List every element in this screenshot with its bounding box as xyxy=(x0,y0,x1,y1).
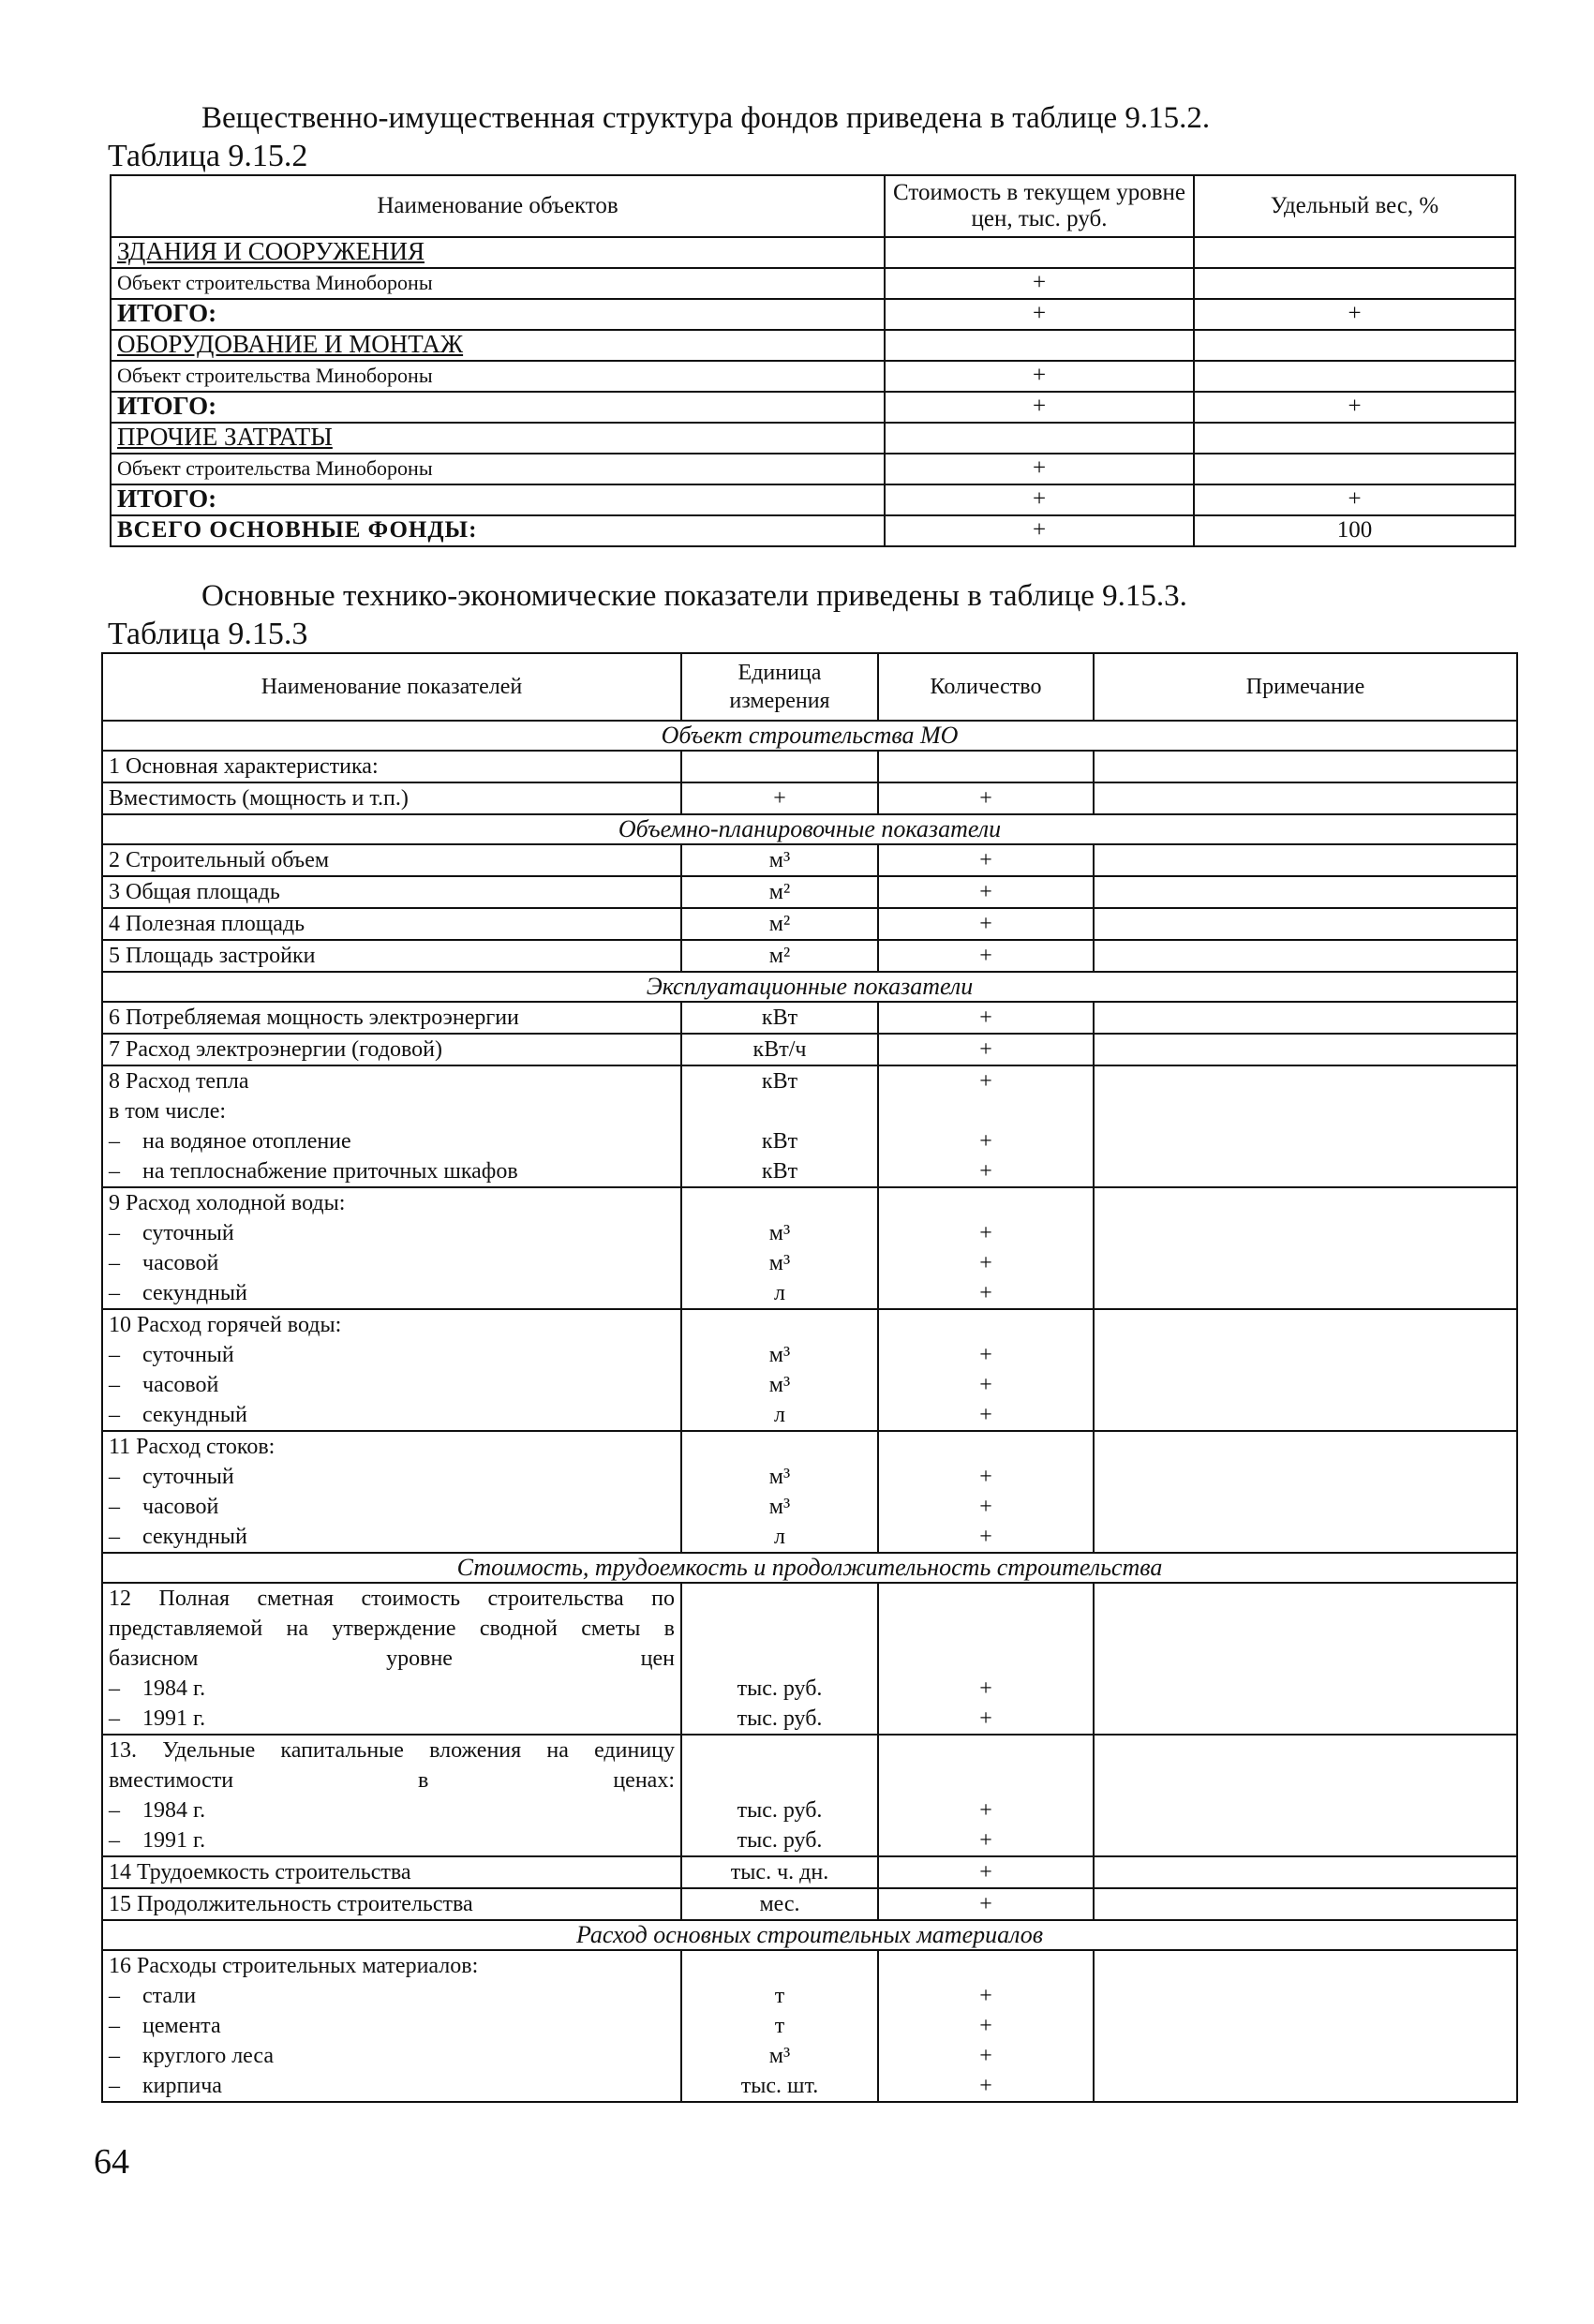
table2-header-row xyxy=(102,653,1517,721)
table1-share xyxy=(1194,237,1515,268)
indicator-unit: кВт/ч xyxy=(681,1034,878,1065)
table1-share xyxy=(1194,423,1515,454)
indicator-unit: мес. xyxy=(681,1888,878,1920)
indicator-note xyxy=(1094,940,1517,972)
table-row xyxy=(111,330,1515,361)
indicator-unit: тыс. ч. дн. xyxy=(681,1856,878,1888)
table1-object-name: Объект строительства Минобороны xyxy=(111,268,885,299)
indicator-note xyxy=(1094,908,1517,940)
indicator-unit: м² xyxy=(681,940,878,972)
indicator-unit: тыс. руб. тыс. руб. xyxy=(681,1735,878,1856)
indicator-note xyxy=(1094,1888,1517,1920)
table1-share: + xyxy=(1194,392,1515,423)
table-tech-indicators xyxy=(101,652,1518,2103)
indicator-name: Вместимость (мощность и т.п.) xyxy=(102,782,681,814)
indicator-note xyxy=(1094,1856,1517,1888)
indicator-unit: м³ м³ л xyxy=(681,1309,878,1431)
table2-band-row xyxy=(102,972,1517,1002)
table1-cost: + xyxy=(885,484,1194,515)
indicator-name: 2 Строительный объем xyxy=(102,844,681,876)
indicator-note xyxy=(1094,1187,1517,1309)
table1-share: 100 xyxy=(1194,515,1515,546)
table-row xyxy=(111,237,1515,268)
indicator-note xyxy=(1094,751,1517,782)
indicator-qty: + + xyxy=(878,1735,1094,1856)
indicator-qty: + xyxy=(878,1888,1094,1920)
table1-header-cost: Стоимость в текущем уровне цен, тыс. руб. xyxy=(885,175,1194,237)
indicator-name: 7 Расход электроэнергии (годовой) xyxy=(102,1034,681,1065)
table-row xyxy=(102,782,1517,814)
indicator-qty xyxy=(878,751,1094,782)
table1-object-name: Объект строительства Минобороны xyxy=(111,361,885,392)
indicator-unit: тыс. руб. тыс. руб. xyxy=(681,1583,878,1735)
table1-cost xyxy=(885,423,1194,454)
intro-paragraph-2: Основные технико-экономические показатели приведены в таблице 9.15.3. xyxy=(201,579,1187,613)
indicator-unit xyxy=(681,751,878,782)
indicator-unit: м³ м³ л xyxy=(681,1187,878,1309)
indicator-unit: м² xyxy=(681,876,878,908)
table1-header-share: Удельный вес, % xyxy=(1194,175,1515,237)
table-row xyxy=(111,484,1515,515)
indicator-name: 9 Расход холодной воды: – суточный – часовой – секундный xyxy=(102,1187,681,1309)
table-row xyxy=(102,1583,1517,1735)
table1-cost xyxy=(885,330,1194,361)
indicator-qty: + + + xyxy=(878,1187,1094,1309)
table2-band-row xyxy=(102,1920,1517,1950)
table1-share xyxy=(1194,454,1515,484)
page-number: 64 xyxy=(94,2142,129,2182)
table-caption-1: Таблица 9.15.2 xyxy=(108,139,308,173)
table1-header-name: Наименование объектов xyxy=(111,175,885,237)
indicator-name: 5 Площадь застройки xyxy=(102,940,681,972)
indicator-name: 4 Полезная площадь xyxy=(102,908,681,940)
table-row xyxy=(102,876,1517,908)
indicator-name: 16 Расходы строительных материалов: – стали – цемента – круглого леса – кирпича xyxy=(102,1950,681,2102)
section-band-operation: Эксплуатационные показатели xyxy=(102,972,1517,1002)
indicator-note xyxy=(1094,1002,1517,1034)
indicator-note xyxy=(1094,1735,1517,1856)
indicator-note xyxy=(1094,1065,1517,1187)
table-row xyxy=(102,908,1517,940)
table1-share xyxy=(1194,361,1515,392)
indicator-name: 1 Основная характеристика: xyxy=(102,751,681,782)
indicator-note xyxy=(1094,1583,1517,1735)
table-row xyxy=(102,1856,1517,1888)
indicator-qty: + xyxy=(878,1034,1094,1065)
indicator-qty: + + + xyxy=(878,1309,1094,1431)
table-row xyxy=(102,1888,1517,1920)
section-band-volume: Объемно-планировочные показатели xyxy=(102,814,1517,844)
table1-cost: + xyxy=(885,454,1194,484)
table1-cost: + xyxy=(885,392,1194,423)
table-row xyxy=(111,423,1515,454)
indicator-unit: м³ xyxy=(681,844,878,876)
indicator-qty: + xyxy=(878,782,1094,814)
section-band-object: Объект строительства МО xyxy=(102,721,1517,751)
indicator-name: 14 Трудоемкость строительства xyxy=(102,1856,681,1888)
table-row xyxy=(102,940,1517,972)
indicator-description: 12 Полная сметная стоимость строительства по представляемой на утверждение сводной сметы в базисном уровне цен xyxy=(109,1587,675,1671)
table1-share xyxy=(1194,330,1515,361)
section-band-materials: Расход основных строительных материалов xyxy=(102,1920,1517,1950)
table1-section-name: ОБОРУДОВАНИЕ И МОНТАЖ xyxy=(111,330,885,361)
table-row xyxy=(102,1034,1517,1065)
indicator-qty: + xyxy=(878,1856,1094,1888)
table-row xyxy=(111,515,1515,546)
table1-section-name: ЗДАНИЯ И СООРУЖЕНИЯ xyxy=(111,237,885,268)
indicator-name: 3 Общая площадь xyxy=(102,876,681,908)
indicator-unit: м³ м³ л xyxy=(681,1431,878,1553)
table1-share: + xyxy=(1194,299,1515,330)
table-row xyxy=(102,1002,1517,1034)
table-row xyxy=(102,1065,1517,1187)
table1-cost: + xyxy=(885,299,1194,330)
table-row xyxy=(102,1735,1517,1856)
table2-header-qty: Количество xyxy=(878,653,1094,721)
indicator-sub-items: – 1984 г. – 1991 г. xyxy=(109,1676,206,1731)
table-row xyxy=(111,454,1515,484)
table1-cost: + xyxy=(885,515,1194,546)
table1-total-label: ВСЕГО ОСНОВНЫЕ ФОНДЫ: xyxy=(111,515,885,546)
indicator-description: 13. Удельные капитальные вложения на единицу вместимости в ценах: xyxy=(109,1738,675,1793)
indicator-unit: кВт xyxy=(681,1002,878,1034)
table2-header-note: Примечание xyxy=(1094,653,1517,721)
table2-band-row xyxy=(102,814,1517,844)
table1-share: + xyxy=(1194,484,1515,515)
table1-header-row xyxy=(111,175,1515,237)
table1-cost: + xyxy=(885,361,1194,392)
indicator-qty: + xyxy=(878,1002,1094,1034)
table-row xyxy=(102,1187,1517,1309)
table1-object-name: Объект строительства Минобороны xyxy=(111,454,885,484)
table1-subtotal-label: ИТОГО: xyxy=(111,299,885,330)
indicator-qty: + + + + xyxy=(878,1950,1094,2102)
indicator-qty: + xyxy=(878,844,1094,876)
table2-band-row xyxy=(102,721,1517,751)
indicator-unit: м² xyxy=(681,908,878,940)
indicator-qty: + xyxy=(878,940,1094,972)
indicator-qty: + + xyxy=(878,1583,1094,1735)
indicator-note xyxy=(1094,1431,1517,1553)
table2-header-unit: Единица измерения xyxy=(681,653,878,721)
intro-paragraph-1: Вещественно-имущественная структура фондов приведена в таблице 9.15.2. xyxy=(201,101,1211,135)
indicator-name: 10 Расход горячей воды: – суточный – часовой – секундный xyxy=(102,1309,681,1431)
indicator-note xyxy=(1094,876,1517,908)
table-caption-2: Таблица 9.15.3 xyxy=(108,617,308,651)
table-row xyxy=(102,844,1517,876)
indicator-unit: + xyxy=(681,782,878,814)
table1-cost xyxy=(885,237,1194,268)
indicator-note xyxy=(1094,1309,1517,1431)
table1-share xyxy=(1194,268,1515,299)
indicator-unit: кВт кВт кВт xyxy=(681,1065,878,1187)
table-row xyxy=(102,1309,1517,1431)
table-row xyxy=(111,392,1515,423)
indicator-note xyxy=(1094,1950,1517,2102)
indicator-name: 8 Расход тепла в том числе: – на водяное отопление – на теплоснабжение приточных шкафов xyxy=(102,1065,681,1187)
table2-header-name: Наименование показателей xyxy=(102,653,681,721)
indicator-qty: + xyxy=(878,908,1094,940)
indicator-name-cell xyxy=(102,1735,681,1856)
table-row xyxy=(102,751,1517,782)
table-row xyxy=(111,361,1515,392)
table1-subtotal-label: ИТОГО: xyxy=(111,484,885,515)
indicator-qty: + + + xyxy=(878,1065,1094,1187)
table1-section-name: ПРОЧИЕ ЗАТРАТЫ xyxy=(111,423,885,454)
table2-band-row xyxy=(102,1553,1517,1583)
indicator-unit: т т м³ тыс. шт. xyxy=(681,1950,878,2102)
indicator-name: 11 Расход стоков: – суточный – часовой – секундный xyxy=(102,1431,681,1553)
table-row xyxy=(102,1950,1517,2102)
indicator-sub-items: – 1984 г. – 1991 г. xyxy=(109,1798,206,1853)
indicator-name: 15 Продолжительность строительства xyxy=(102,1888,681,1920)
table-row xyxy=(102,1431,1517,1553)
indicator-note xyxy=(1094,844,1517,876)
indicator-qty: + xyxy=(878,876,1094,908)
table1-subtotal-label: ИТОГО: xyxy=(111,392,885,423)
indicator-note xyxy=(1094,1034,1517,1065)
table-fund-structure xyxy=(110,174,1516,547)
indicator-name: 6 Потребляемая мощность электроэнергии xyxy=(102,1002,681,1034)
section-band-cost: Стоимость, трудоемкость и продолжительность строительства xyxy=(102,1553,1517,1583)
table-row xyxy=(111,299,1515,330)
indicator-note xyxy=(1094,782,1517,814)
table1-cost: + xyxy=(885,268,1194,299)
table-row xyxy=(111,268,1515,299)
indicator-name-cell xyxy=(102,1583,681,1735)
indicator-qty: + + + xyxy=(878,1431,1094,1553)
